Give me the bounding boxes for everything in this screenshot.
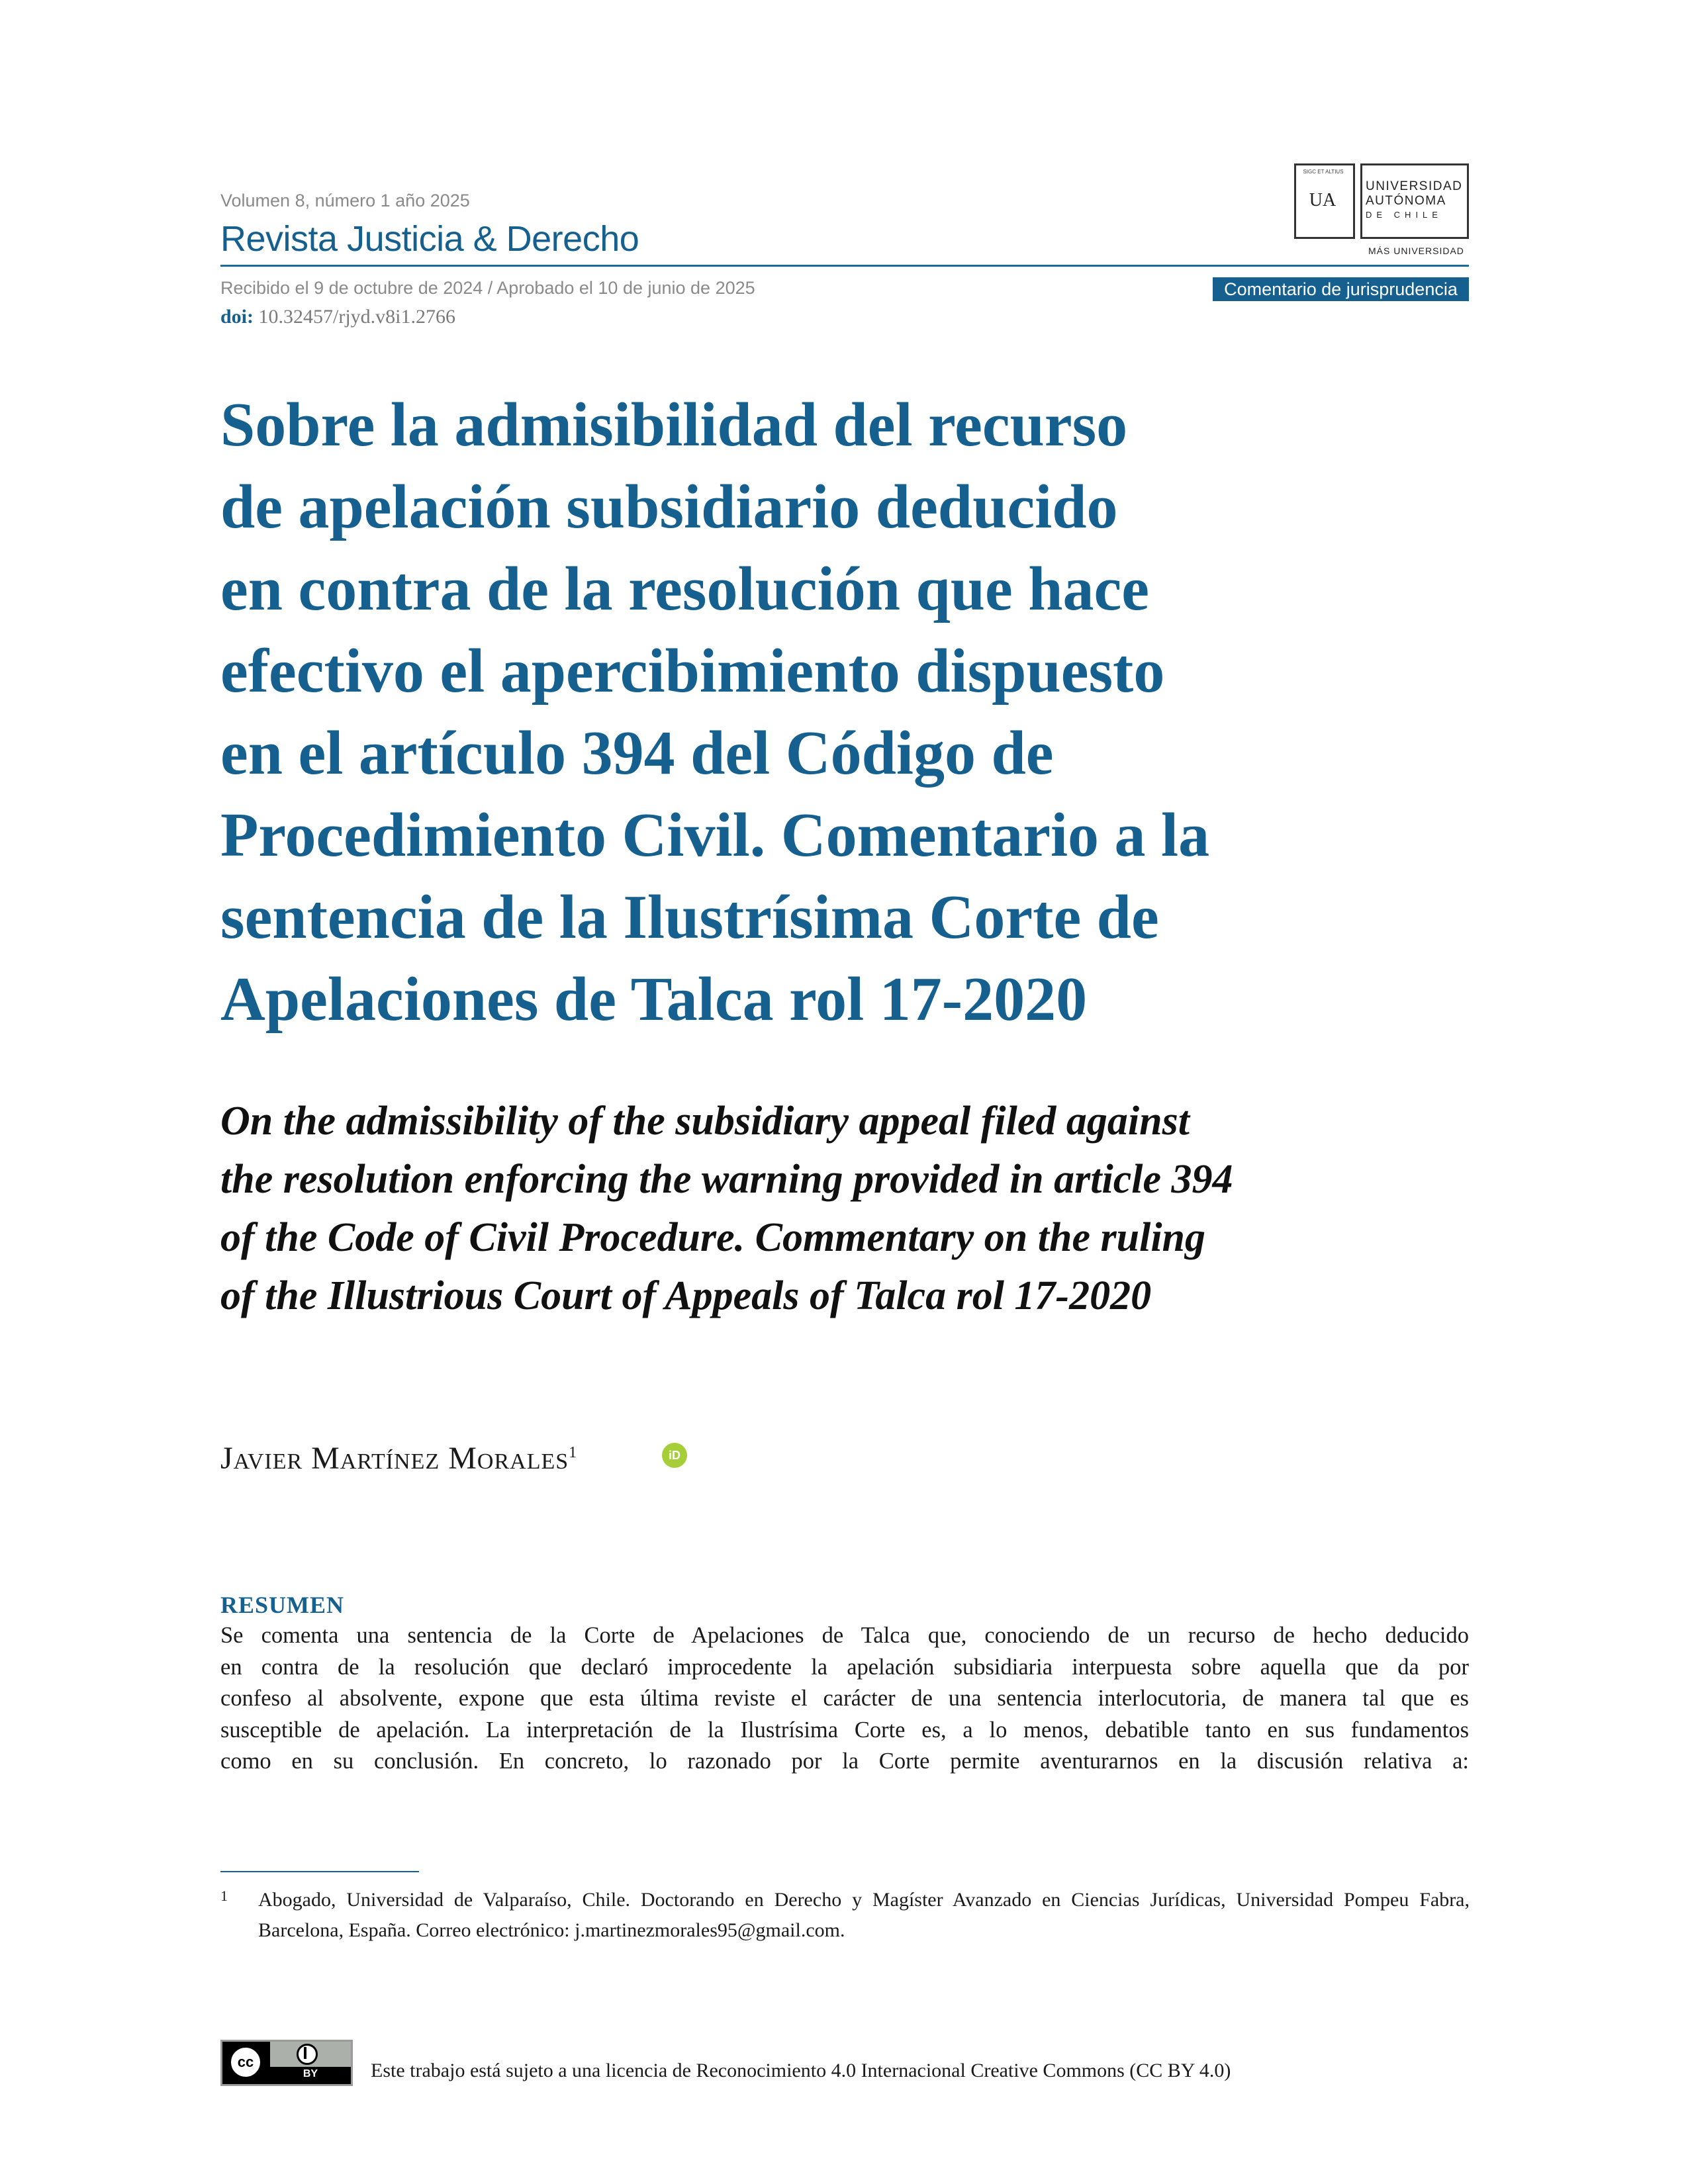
subtitle-line: On the admissibility of the subsidiary appeal filed against: [220, 1099, 1190, 1144]
footnote-divider: [220, 1871, 419, 1872]
title-line: Apelaciones de Talca rol 17-2020: [220, 965, 1088, 1034]
logo-line-2: AUTÓNOMA: [1366, 194, 1446, 208]
attribution-person-icon: [304, 2047, 306, 2059]
abstract-heading: RESUMEN: [220, 1592, 345, 1618]
title-line: en contra de la resolución que hace: [220, 555, 1149, 623]
footnote-line: Abogado, Universidad de Valparaíso, Chile. Doctorando en Derecho y Magíster Avanzado en Ciencias Jurídicas, Universidad Pompeu Fabra,: [258, 1889, 1470, 1911]
author-footnote-mark[interactable]: 1: [569, 1444, 578, 1461]
footnote-text: [258, 1885, 1470, 1946]
cc-by-badge[interactable]: [220, 2040, 353, 2086]
title-line: sentencia de la Ilustrísima Corte de: [220, 883, 1159, 952]
footnote-number: 1: [220, 1888, 228, 1904]
section-tag: Comentario de jurisprudencia: [1213, 277, 1469, 301]
logo-motto: SIGC ET ALTIUS: [1303, 169, 1344, 175]
subtitle-line: of the Illustrious Court of Appeals of Talca rol 17-2020: [220, 1273, 1152, 1318]
journal-title: Revista Justicia & Derecho: [220, 219, 639, 259]
title-line: Sobre la admisibilidad del recurso: [220, 390, 1128, 459]
doi-label: doi:: [220, 306, 254, 328]
author: [220, 1440, 577, 1477]
attribution-icon: [297, 2044, 318, 2065]
received-dates: Recibido el 9 de octubre de 2024 / Aprobado el 10 de junio de 2025: [220, 278, 755, 298]
title-line: Procedimiento Civil. Comentario a la: [220, 801, 1210, 870]
title-line: en el artículo 394 del Código de: [220, 719, 1054, 788]
orcid-icon[interactable]: iD: [662, 1443, 687, 1468]
title-line: efectivo el apercibimiento dispuesto: [220, 637, 1165, 705]
abstract-line: como en su conclusión. En concreto, lo razonado por la Corte permite aventurarnos en la discusión relativa a:: [220, 1749, 1469, 1774]
abstract-line: Se comenta una sentencia de la Corte de Apelaciones de Talca que, conociendo de un recurso de hecho deducido: [220, 1623, 1469, 1648]
abstract-line: confeso al absolvente, expone que esta última reviste el carácter de una sentencia interlocutoria, de manera tal que es: [220, 1686, 1469, 1711]
abstract-line: susceptible de apelación. La interpretación de la Ilustrísima Corte es, a lo menos, debatible tanto en sus fundamentos: [220, 1717, 1469, 1743]
author-name: Javier Martínez Morales: [220, 1441, 569, 1476]
doi-link[interactable]: 10.32457/rjyd.v8i1.2766: [258, 306, 456, 328]
logo-line-1: UNIVERSIDAD: [1366, 179, 1463, 193]
english-title: [220, 1092, 1478, 1325]
university-logo: [1294, 163, 1469, 259]
subtitle-line: of the Code of Civil Procedure. Commentary on the ruling: [220, 1215, 1206, 1260]
by-label: BY: [303, 2068, 318, 2079]
abstract-body: [220, 1620, 1469, 1778]
logo-tagline: MÁS UNIVERSIDAD: [1368, 246, 1464, 256]
title-line: de apelación subsidiario deducido: [220, 473, 1118, 541]
header-divider: [220, 265, 1469, 267]
doi-line: [220, 306, 455, 328]
cc-icon: cc: [229, 2046, 262, 2079]
license-text: Este trabajo está sujeto a una licencia de Reconocimiento 4.0 Internacional Creative Commons (CC BY 4.0): [371, 2060, 1231, 2081]
subtitle-line: the resolution enforcing the warning provided in article 394: [220, 1157, 1233, 1202]
issue-info: Volumen 8, número 1 año 2025: [220, 191, 470, 210]
footnote-line: Barcelona, España. Correo electrónico: j.martinezmorales95@gmail.com.: [258, 1919, 845, 1941]
article-title: [220, 384, 1478, 1040]
logo-line-3: DE CHILE: [1366, 210, 1442, 220]
abstract-line: en contra de la resolución que declaró improcedente la apelación subsidiaria interpuesta sobre aquella que da por: [220, 1654, 1469, 1680]
logo-monogram: UA: [1309, 190, 1336, 210]
